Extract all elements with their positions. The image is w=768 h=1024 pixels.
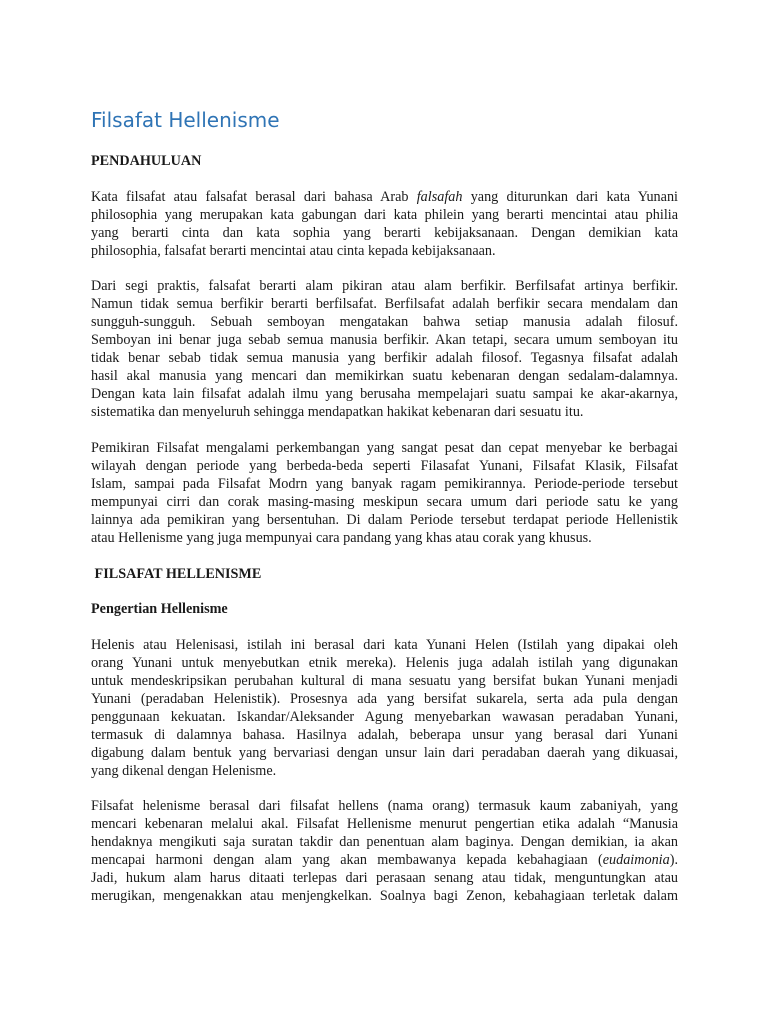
paragraph-line: untuk mendeskripsikan perubahan kultural di mana sesuatu yang bersifat bukan Yunani menjadi bbox=[91, 673, 678, 689]
paragraph-line: Helenis atau Helenisasi, istilah ini berasal dari kata Yunani Helen (Istilah yang dipakai oleh bbox=[91, 637, 678, 653]
paragraph-intro-3 bbox=[91, 439, 678, 547]
paragraph-line: yang berarti cinta dan kata sophia yang berarti kebijaksanaan. Dengan demikian kata bbox=[91, 225, 678, 241]
paragraph-line: lainnya ada pemikiran yang bersentuhan. Di dalam Periode tersebut terdapat periode Hellenistik bbox=[91, 512, 678, 528]
paragraph-line: Namun tidak semua berfikir berarti berfilsafat. Berfilsafat adalah berfikir secara mendalam dan bbox=[91, 296, 678, 312]
paragraph-line: termasuk di dalamnya bahasa. Hasilnya adalah, beberapa unsur yang berasal dari Yunani bbox=[91, 727, 678, 743]
paragraph-line: yang dikenal dengan Helenisme. bbox=[91, 763, 277, 779]
paragraph-line: Filsafat helenisme berasal dari filsafat hellens (nama orang) termasuk kaum zabaniyah, yang bbox=[91, 798, 678, 814]
paragraph-line: Kata filsafat atau falsafat berasal dari bahasa Arab falsafah yang diturunkan dari kata Yunani bbox=[91, 189, 678, 205]
heading-pendahuluan: PENDAHULUAN bbox=[91, 153, 202, 169]
paragraph-line: Dengan kata lain filsafat adalah ilmu yang berusaha mempelajari suatu sampai ke akar-akarnya, bbox=[91, 386, 678, 402]
paragraph-line: mempunyai cirri dan corak masing-masing meskipun secara umum dari periode satu ke yang bbox=[91, 494, 678, 510]
italic-term: eudaimonia bbox=[602, 852, 670, 868]
paragraph-line: digabung dalam bentuk yang bervariasi dengan unsur lain dari peradaban daerah yang dikuasai, bbox=[91, 745, 678, 761]
paragraph-intro-2 bbox=[91, 277, 678, 421]
paragraph-line: merugikan, mengenakkan atau menjengkelkan. Soalnya bagi Zenon, kebahagiaan terletak dalam bbox=[91, 888, 678, 904]
paragraph-pengertian-2 bbox=[91, 797, 678, 905]
paragraph-line: mencapai harmoni dengan alam yang akan membawanya kepada kebahagiaan (eudaimonia). bbox=[91, 852, 678, 868]
paragraph-line: orang Yunani untuk menyebutkan etnik mereka). Helenis juga adalah istilah yang digunakan bbox=[91, 655, 678, 671]
paragraph-line: atau Hellenisme yang juga mempunyai cara pandang yang khas atau corak yang khusus. bbox=[91, 530, 592, 546]
paragraph-line: Pemikiran Filsafat mengalami perkembangan yang sangat pesat dan cepat menyebar ke berbagai bbox=[91, 440, 678, 456]
paragraph-line: sistematika dan menyeluruh sehingga mendapatkan hakikat kebenaran dari sesuatu itu. bbox=[91, 404, 584, 420]
paragraph-line: philosophia yang merupakan kata gabungan dari kata philein yang berarti mencintai atau philia bbox=[91, 207, 678, 223]
paragraph-line: tidak benar sebab tidak semua manusia yang berfikir adalah filosof. Tegasnya filsafat adalah bbox=[91, 350, 678, 366]
heading-filsafat-hellenisme: FILSAFAT HELLENISME bbox=[91, 566, 262, 582]
paragraph-line: hendaknya mengikuti saja suratan takdir dan penentuan alam baginya. Dengan demikian, ia akan bbox=[91, 834, 678, 850]
paragraph-line: sungguh-sungguh. Sebuah semboyan mengatakan bahwa setiap manusia adalah filosuf. bbox=[91, 314, 678, 330]
paragraph-line: Dari segi praktis, falsafat berarti alam pikiran atau alam berfikir. Berfilsafat artinya berfikir. bbox=[91, 278, 678, 294]
paragraph-line: Semboyan ini benar juga sebab semua manusia berfikir. Akan tetapi, secara umum semboyan itu bbox=[91, 332, 678, 348]
paragraph-intro-1 bbox=[91, 188, 678, 260]
paragraph-line: penggunaan kekuatan. Iskandar/Aleksander Agung menyebarkan wawasan peradaban Yunani, bbox=[91, 709, 678, 725]
paragraph-line: wilayah dengan periode yang berbeda-beda seperti Filasafat Yunani, Filsafat Klasik, Filsafat bbox=[91, 458, 678, 474]
heading-pengertian-hellenisme: Pengertian Hellenisme bbox=[91, 601, 228, 617]
paragraph-pengertian-1 bbox=[91, 636, 678, 780]
paragraph-line: Islam, sampai pada Filsafat Modrn yang banyak ragam pemikirannya. Periode-periode tersebut bbox=[91, 476, 678, 492]
paragraph-line: mencari kebenaran melalui akal. Filsafat Hellenisme menurut pengertian etika adalah “Manusia bbox=[91, 816, 678, 832]
paragraph-line: hasil akal manusia yang mencari dan memikirkan suatu kebenaran dengan sedalam-dalamnya. bbox=[91, 368, 678, 384]
paragraph-line: Jadi, hukum alam harus ditaati terlepas dari perasaan senang atau tidak, menguntungkan atau bbox=[91, 870, 678, 886]
paragraph-line: philosophia, falsafat berarti mencintai atau cinta kepada kebijaksanaan. bbox=[91, 243, 496, 259]
paragraph-line: Yunani (peradaban Helenistik). Prosesnya ada yang bersifat sukarela, serta ada pula dengan bbox=[91, 691, 678, 707]
italic-term: falsafah bbox=[416, 189, 463, 205]
document-title: Filsafat Hellenisme bbox=[91, 108, 280, 132]
